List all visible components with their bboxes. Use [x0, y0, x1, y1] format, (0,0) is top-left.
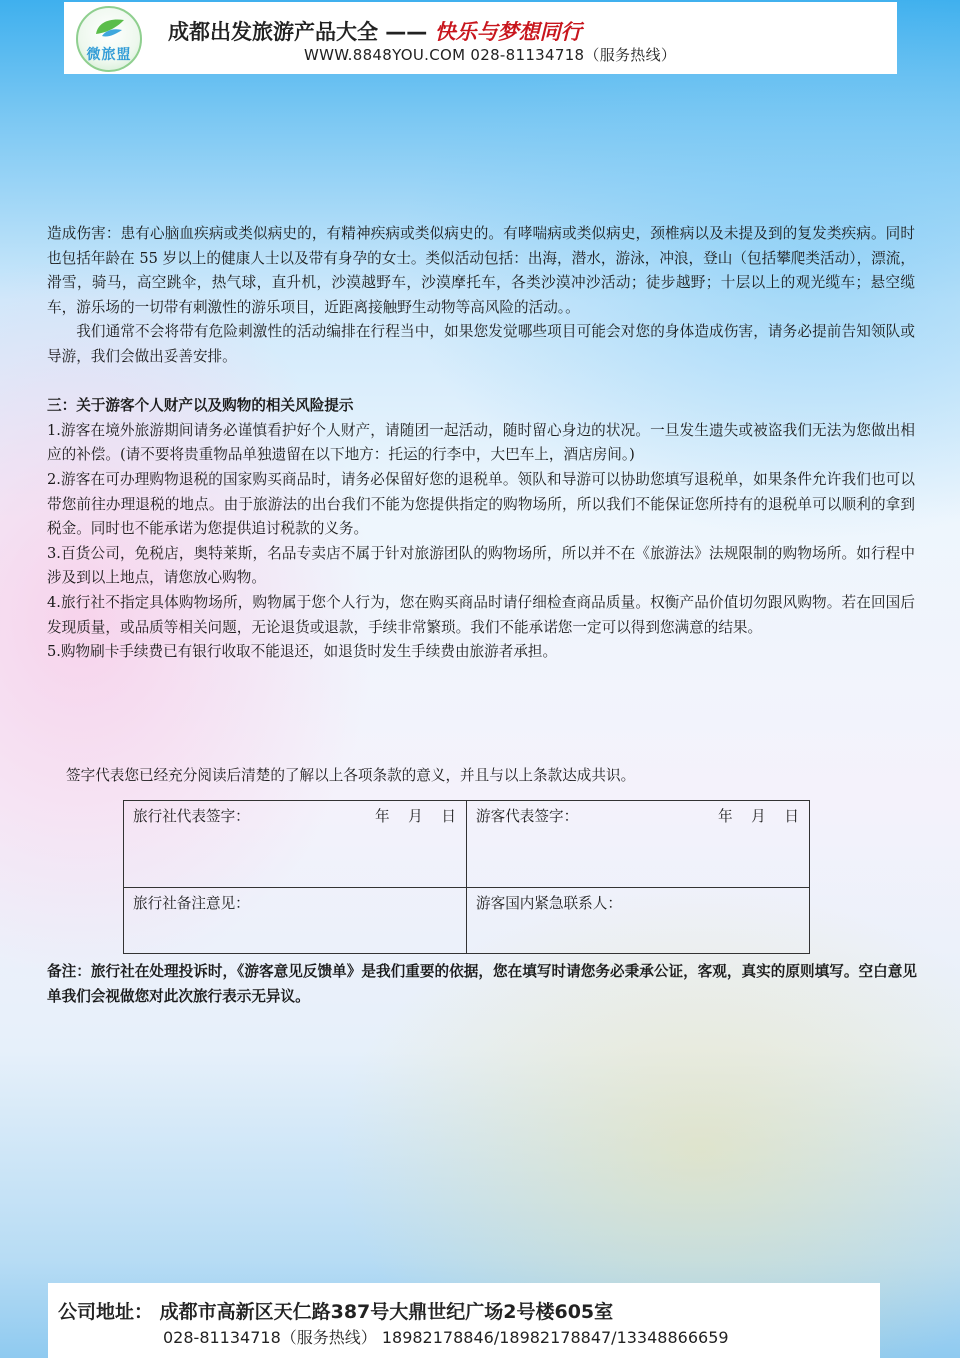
signature-table: [123, 800, 810, 954]
header-banner: [64, 2, 897, 74]
header-contact: WWW.8848YOU.COM 028-81134718（服务热线）: [304, 46, 677, 64]
section-3-item-1: 1.游客在境外旅游期间请务必谨慎看护好个人财产，请随团一起活动，随时留心身边的状况。一旦发生遗失或被盗我们无法为您做出相应的补偿。(请不要将贵重物品单独遗留在以下地方：托运的行李中，大巴车上，酒店房间。): [47, 421, 915, 464]
logo-text: 微旅盟: [86, 47, 132, 63]
remark-note: 备注：旅行社在处理投诉时，《游客意见反馈单》是我们重要的依据，您在填写时请您务必秉承公证，客观，真实的原则填写。空白意见单我们会视做您对此次旅行表示无异议。: [47, 963, 917, 1005]
paragraph-spacer: [47, 370, 915, 395]
terms-content: [47, 222, 915, 665]
emergency-contact-cell[interactable]: [467, 888, 810, 954]
agency-signature-date: 年 月 日: [374, 808, 456, 825]
tourist-signature-label: 游客代表签字：: [476, 808, 579, 825]
safety-arrangement-paragraph: 我们通常不会将带有危险刺激性的活动编排在行程当中，如果您发觉哪些项目可能会对您的身体造成伤害，请务必提前告知领队或导游，我们会做出妥善安排。: [47, 323, 915, 365]
leaf-logo-icon: [92, 16, 128, 40]
section-3-item-5: 5.购物刷卡手续费已有银行收取不能退还，如退货时发生手续费由旅游者承担。: [47, 643, 558, 661]
tourist-signature-date: 年 月 日: [717, 808, 799, 825]
agency-signature-label: 旅行社代表签字：: [133, 808, 250, 825]
emergency-contact-label: 游客国内紧急联系人：: [476, 895, 622, 912]
company-address: 公司地址： 成都市高新区天仁路387号大鼎世纪广场2号楼605室: [58, 1301, 614, 1323]
risk-paragraph: 造成伤害：患有心脑血疾病或类似病史的，有精神疾病或类似病史的。有哮喘病或类似病史，颈椎病以及未提及到的复发类疾病。同时也包括年龄在 55 岁以上的健康人士以及带有身孕的女士。类似活动包括：出海，潜水，游泳，冲浪，登山（包括攀爬类活动），漂流，滑雪，骑马，高空跳伞，热气球，直升机，沙漠越野车，沙漠摩托车，各类沙漠冲沙活动；徒步越野；十层以上的观光缆车；悬空缆车，游乐场的一切带有刺激性的游乐项目，近距离接触野生动物等高风险的活动。。: [47, 225, 915, 316]
agency-remark-label: 旅行社备注意见：: [133, 895, 250, 912]
header-title-text: 成都出发旅游产品大全 ——: [168, 20, 428, 44]
sign-note: 签字代表您已经充分阅读后清楚的了解以上各项条款的意义，并且与以上条款达成共识。: [66, 767, 636, 784]
section-3-item-4: 4.旅行社不指定具体购物场所，购物属于您个人行为，您在购买商品时请仔细检查商品质量。权衡产品价值切勿跟风购物。若在回国后发现质量，或品质等相关问题，无论退货或退款，手续非常繁琐。我们不能承诺您一定可以得到您满意的结果。: [47, 593, 915, 636]
section-3-title: 三：关于游客个人财产以及购物的相关风险提示: [47, 397, 354, 415]
section-3-item-3: 3.百货公司，免税店，奥特莱斯，名品专卖店不属于针对旅游团队的购物场所，所以并不在《旅游法》法规限制的购物场所。如行程中涉及到以上地点，请您放心购物。: [47, 544, 915, 587]
header-slogan: 快乐与梦想同行: [434, 19, 582, 44]
tourist-signature-cell[interactable]: [467, 801, 810, 888]
header-title: [168, 16, 582, 46]
company-logo: [76, 6, 142, 72]
agency-remark-cell[interactable]: [124, 888, 467, 954]
agency-signature-cell[interactable]: [124, 801, 467, 888]
footer-banner: [48, 1283, 880, 1358]
company-phones: 028-81134718（服务热线） 18982178846/18982178847/13348866659: [163, 1328, 729, 1347]
section-3-item-2: 2.游客在可办理购物退税的国家购买商品时，请务必保留好您的退税单。领队和导游可以协助您填写退税单，如果条件允许我们也可以带您前往办理退税的地点。由于旅游法的出台我们不能为您提供指定的购物场所，所以我们不能保证您所持有的退税单可以顺利的拿到税金。同时也不能承诺为您提供追讨税款的义务。: [47, 470, 915, 538]
